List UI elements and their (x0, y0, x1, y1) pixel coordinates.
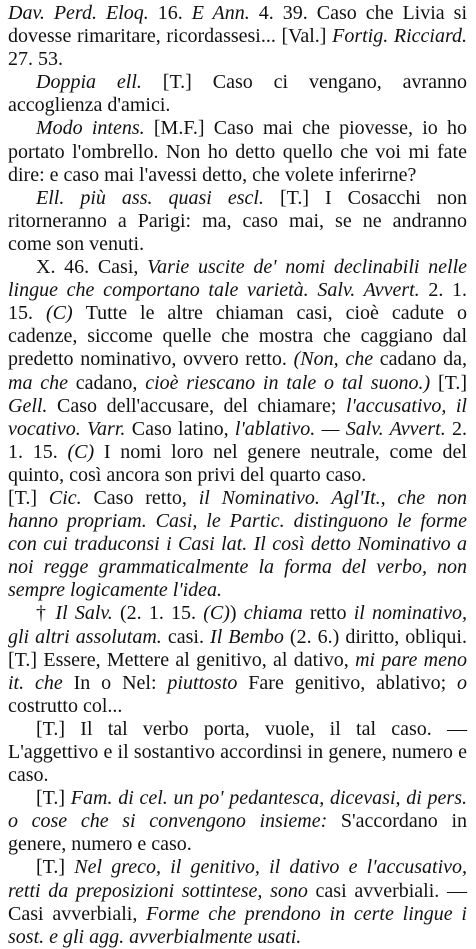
paragraph-fam-di-cel (8, 787, 467, 856)
paragraph-modo-intens (8, 117, 467, 186)
text-run: Varie uscite de' nomi declinabili nelle lingue che comportano tale varietà. Salv. Avvert. (8, 256, 467, 302)
text-run: piuttosto (167, 671, 249, 694)
text-run: E Ann. (191, 2, 259, 24)
text-run: [T.] (437, 371, 467, 394)
text-run: (C) (203, 602, 230, 625)
text-run: chiama (243, 602, 310, 625)
text-run: Fam. di cel. un po' pedantesca, dicevasi, di pers. o cose che si convengono insieme: (8, 787, 467, 833)
text-run: I nomi loro nel genere neutrale, come del quinto, così ancora son privi del quarto caso. (8, 440, 467, 486)
text-run: Dav. Perd. Eloq. (8, 2, 158, 24)
text-run: (Non, che (293, 348, 380, 371)
text-run: (C) (67, 440, 104, 463)
text-run: 4. 39. Caso che Livia si dovesse rimaritare, ricordassesi... [Val.] (8, 2, 468, 48)
text-run: Cic. (48, 486, 94, 509)
text-run: ma che (8, 371, 76, 394)
text-run: [T.] (8, 486, 49, 509)
text-run: X. 46. Casi, (36, 256, 148, 279)
text-run: 27. 53. (8, 48, 63, 71)
text-run: Il Bembo (210, 625, 290, 648)
text-run: cadano da, (379, 348, 467, 371)
text-run: Forme che prendono in certe lingue i sost. e gli agg. avverbialmente usati. (8, 902, 467, 948)
text-run: Fortig. Ricciard. (332, 25, 467, 48)
text-run: (2. 6.) diritto, obliqui. [T.] Essere, Mettere al genitivo, al dativo, (8, 625, 467, 671)
paragraph-tal-verbo (8, 718, 467, 787)
paragraph-il-salv (8, 602, 467, 717)
text-run: (C) (45, 302, 86, 325)
text-run: (2. 1. 15. (119, 602, 204, 625)
text-run: o (457, 671, 468, 694)
text-run: cadano, (75, 371, 146, 394)
text-run: l'accusativo, il vocativo. Varr. (8, 394, 467, 440)
text-run: 2. 1. 15. (8, 279, 468, 325)
text-run: [M.F.] Caso mai che piovesse, io ho portato l'ombrello. Non ho detto quello che voi mi fate dire: e caso mai l'avessi detto, che volete inferirne? (8, 117, 467, 186)
text-run: Caso latino, (131, 417, 235, 440)
text-run: † (36, 602, 56, 625)
text-run: casi avverbiali. — Casi avverbiali, (8, 879, 467, 925)
text-run: Caso dell'accusare, del chiamare; (57, 394, 346, 417)
paragraph-nel-greco (8, 856, 467, 948)
text-run: costrutto col... (8, 694, 123, 717)
text-run: In o Nel: (73, 671, 168, 694)
paragraph-citation-dav-perd (8, 2, 467, 71)
text-run: Ell. più ass. quasi escl. (36, 186, 280, 209)
text-run: Tutte le altre chiaman casi, cioè cadute o cadenze, siccome quelle che mostra che caggiano dal predetto nominativo, ovvero retto. (8, 302, 467, 371)
text-run: il nominativo, gli altri assolutam. (8, 602, 467, 648)
text-run: [T.] Il tal verbo porta, vuole, il tal caso. — L'aggettivo e il sostantivo accordinsi in genere, numero e caso. (8, 717, 467, 787)
text-run: l'ablativo. — Salv. Avvert. (234, 417, 453, 440)
text-run: [T.] Caso ci vengano, avranno accoglienza d'amici. (8, 71, 467, 117)
text-run: [T.] I Cosacchi non ritorneranno a Parigi: ma, caso mai, se ne andranno come son venuti. (8, 186, 467, 255)
text-run: casi. (167, 625, 211, 648)
text-run: 2. 1. 15. (8, 417, 468, 463)
text-run: Nel greco, il genitivo, il dativo e l'accusativo, retti da preposizioni sottintese, sono (8, 856, 467, 902)
text-run: mi pare meno it. che (8, 648, 467, 694)
text-run: il Nominativo. Agl'It., che non hanno propriam. Casi, le Partic. distinguono le forme con cui traduconsi i Casi lat. Il così detto Nominativo a noi regge grammaticalmente la forma del verbo, non sempre logicamente l'idea. (8, 486, 467, 602)
paragraph-doppia-ell (8, 71, 467, 117)
text-run: [T.] (36, 856, 75, 879)
text-run: Il Salv. (55, 602, 120, 625)
text-run: 16. (157, 2, 192, 24)
text-run: Doppia ell. (36, 71, 163, 94)
paragraph-ell-piu-ass (8, 187, 467, 256)
text-run: S'accordano in genere, numero e caso. (8, 810, 468, 856)
paragraph-entry-x-46-casi (8, 256, 467, 487)
text-run: retto (309, 602, 354, 625)
text-run: cioè riescano in tale o tal suono.) (145, 371, 438, 394)
paragraph-cic-caso-retto (8, 487, 467, 602)
text-run: Fare genitivo, ablativo; (248, 671, 458, 694)
text-run: Caso retto, (93, 486, 199, 509)
text-run: [T.] (36, 787, 71, 810)
text-run: ) (229, 602, 244, 625)
text-run: Gell. (8, 394, 57, 417)
text-run: Modo intens. (36, 117, 154, 140)
